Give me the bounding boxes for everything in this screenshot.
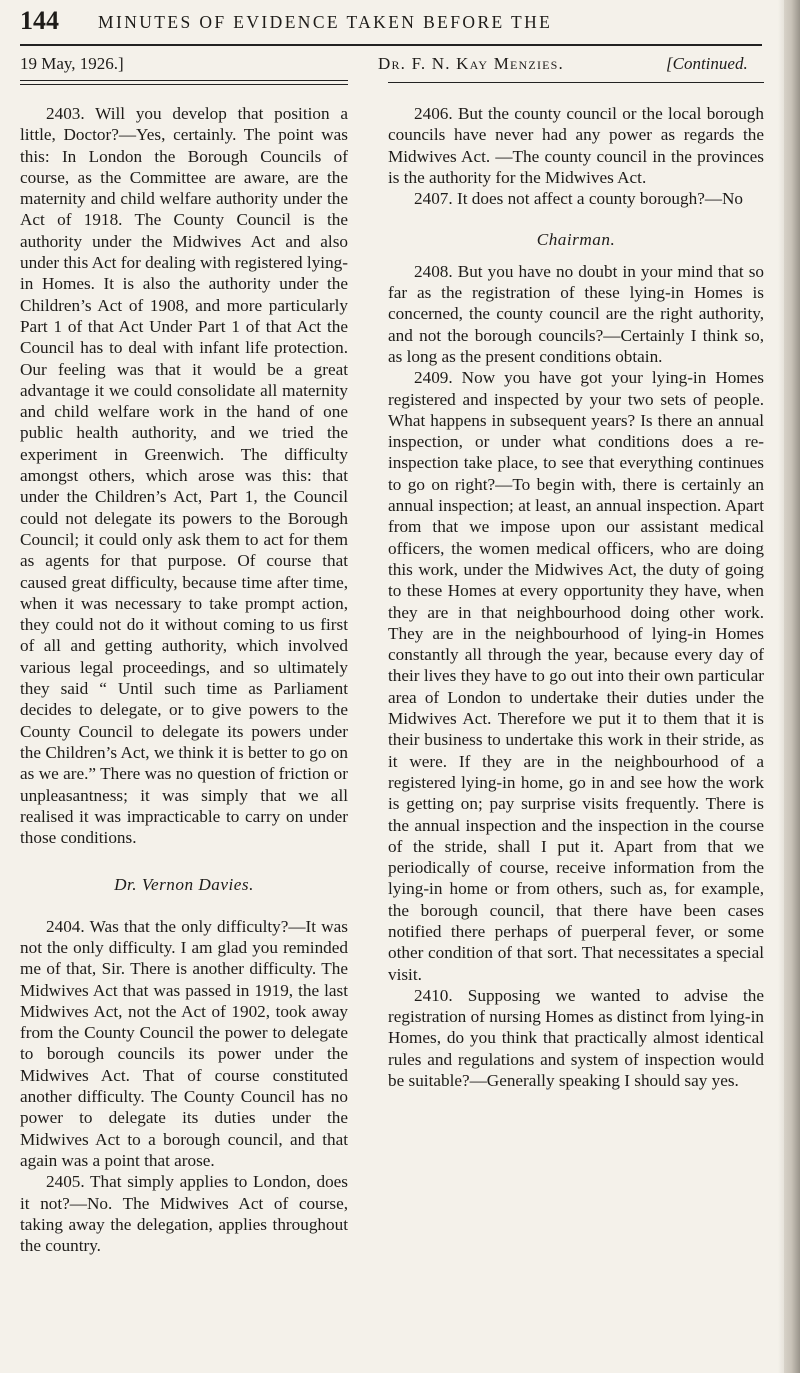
session-date: 19 May, 1926.]: [20, 54, 124, 73]
page-number: 144: [20, 6, 59, 35]
evidence-paragraph: 2406. But the county council or the local borough councils have never had any power as regards the Midwives Act. —The county council in the provinces is the authority for the Midwives Act.: [388, 104, 764, 187]
evidence-paragraph: 2404. Was that the only difficulty?—It was not the only difficulty. I am glad you reminded me of that, Sir. There is another difficulty. The Midwives Act that was passed in 1919, the last Midwives Act, not the Act of 1902, took away from the County Council the power to delegate to borough councils its power under the Midwives Act. That of course constituted another difficulty. The County Council has no power to delegate its duties under the Midwives Act to a borough council, and that again was a point that arose.: [20, 916, 348, 1170]
right-column: [388, 103, 764, 1091]
witness-name: Dr. F. N. Kay Menzies.: [378, 54, 565, 73]
evidence-paragraph: 2403. Will you develop that position a little, Doctor?—Yes, certainly. The point was this: In London the Borough Councils of course, as the Committee are aware, are the maternity and child welfare authority under the Act of 1918. The County Council is the authority under the Midwives Act and also under this Act for dealing with registered lying-in Homes. It is also the authority under the Children’s Act of 1908, and more particularly Part 1 of that Act Under Part 1 of that Act the Council has to deal with infant life protection. Our feeling was that it would be a great advantage it we could consolidate all maternity and child welfare work in the hand of one public health authority, and we tried the experiment in Greenwich. The difficulty amongst others, which arose was this: that under the Children’s Act, Part 1, the Council could not delegate its powers to the Borough Council; it could only ask them to act for them as agents for that purpose. Of course that caused great difficulty, because time after time, when it was necessary to take prompt action, they could not do it without coming to us first of all and getting authority, which involved various legal proceedings, and so ultimately they said “ Until such time as Parliament decides to delegate, or to give powers to the County Council to delegate its powers under the Children’s Act, we think it is better to go on as we are.” There was no question of friction or unpleasantness; it was simply that we all realised it was impracticable to carry on under those conditions.: [20, 104, 348, 848]
header-rule: [20, 44, 762, 46]
continued-label: [Continued.: [666, 54, 748, 73]
evidence-paragraph: 2409. Now you have got your lying-in Homes registered and inspected by your two sets of people. What happens in subsequent years? Is there an annual inspection, or under what conditions does a re-inspection take place, to see that everything continues to go on right?—To begin with, there is certainly an annual inspection; at least, an annual inspection. Apart from that we impose upon our assistant medical officers, the women medical officers, who are doing this work, under the Midwives Act, the duty of going to these Homes at every opportunity they have, when they are in that neighbourhood doing other work. They are in the neighbourhood of lying-in Homes constantly all through the year, because every day of their lives they have to go out into their own particular area of London to undertake their duties under the Midwives Act. Therefore we put it to them that it is their business to undertake this work in their stride, as it were. If they are in the neighbourhood of a registered lying-in home, go in and see how the work is getting on; pay surprise visits frequently. There is the annual inspection and the inspection in the course of the stride, shall I put it. Apart from that we periodically of course, receive information from the lying-in home or from others, such as, for example, the borough council, that there have been cases notified there perhaps of puerperal fever, or some other condition of that sort. That necessitates a special visit.: [388, 368, 764, 984]
page-edge-shadow: [778, 0, 800, 1373]
evidence-paragraph: 2405. That simply applies to London, does it not?—No. The Midwives Act of course, taking away the delegation, applies throughout the country.: [20, 1172, 348, 1256]
speaker-heading: Chairman.: [536, 230, 616, 250]
evidence-paragraph: 2407. It does not affect a county borough?—No: [414, 189, 744, 209]
left-column-rule-thin: [20, 84, 348, 85]
evidence-paragraph: 2410. Supposing we wanted to advise the registration of nursing Homes as distinct from lying-in Homes, do you think that practically almost identical rules and regulations and system of inspection would be suitable?—Generally speaking I should say yes.: [388, 985, 764, 1091]
speaker-heading: Dr. Vernon Davies.: [114, 875, 254, 895]
evidence-paragraph: 2408. But you have no doubt in your mind that so far as the registration of these lying-in Homes is concerned, the county council are the right authority, and not the borough councils?—Certainly I think so, as long as the present conditions obtain.: [388, 261, 764, 366]
running-title: MINUTES OF EVIDENCE TAKEN BEFORE THE: [98, 12, 553, 32]
right-column-rule: [388, 82, 764, 83]
left-column-rule: [20, 80, 348, 81]
left-column: [20, 103, 348, 1256]
